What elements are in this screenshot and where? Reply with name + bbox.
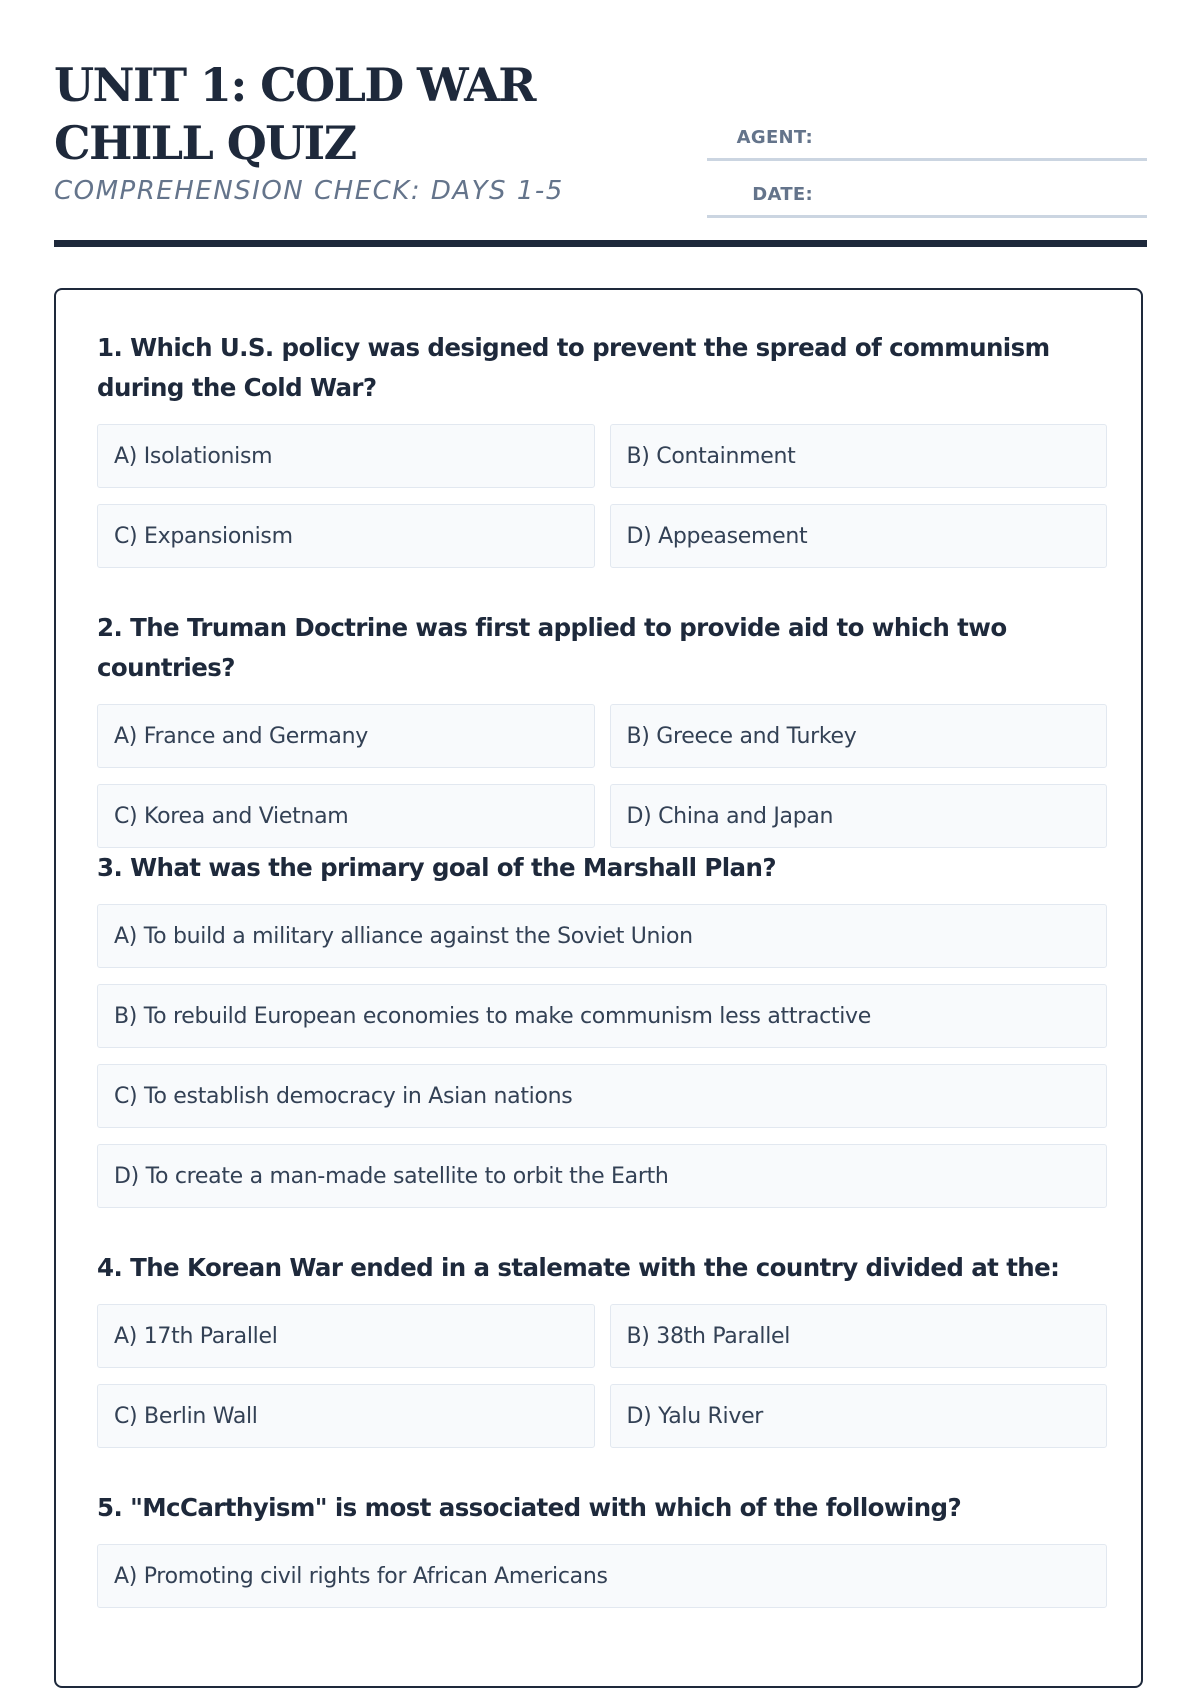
option-b[interactable]: B) Greece and Turkey <box>610 704 1108 768</box>
answer-options <box>97 424 1107 568</box>
question-text: 1. Which U.S. policy was designed to prevent the spread of communism during the Cold War? <box>97 333 1050 402</box>
option-b[interactable]: B) 38th Parallel <box>610 1304 1108 1368</box>
question-2 <box>97 608 1107 848</box>
option-b[interactable]: B) To rebuild European economies to make communism less attractive <box>97 984 1107 1048</box>
answer-options <box>97 904 1107 1208</box>
question-3 <box>97 848 1107 1208</box>
quiz-header <box>54 0 1147 240</box>
option-a[interactable]: A) Isolationism <box>97 424 595 488</box>
question-text: 5. "McCarthyism" is most associated with which of the following? <box>97 1493 962 1522</box>
option-b[interactable]: B) Containment <box>610 424 1108 488</box>
quiz-page <box>54 0 1147 1589</box>
option-c[interactable]: C) Expansionism <box>97 504 595 568</box>
question-1 <box>97 328 1107 568</box>
question-text: 2. The Truman Doctrine was first applied to provide aid to which two countries? <box>97 613 1007 682</box>
option-a[interactable]: A) Promoting civil rights for African Americans <box>97 1544 1107 1608</box>
header-divider <box>54 240 1147 247</box>
page-subtitle: COMPREHENSION CHECK: DAYS 1-5 <box>54 176 564 206</box>
option-a[interactable]: A) To build a military alliance against the Soviet Union <box>97 904 1107 968</box>
answer-options <box>97 1544 1107 1608</box>
option-d[interactable]: D) To create a man-made satellite to orbit the Earth <box>97 1144 1107 1208</box>
option-c[interactable]: C) To establish democracy in Asian nations <box>97 1064 1107 1128</box>
option-a[interactable]: A) France and Germany <box>97 704 595 768</box>
option-c[interactable]: C) Korea and Vietnam <box>97 784 595 848</box>
question-5 <box>97 1488 1107 1608</box>
question-text: 4. The Korean War ended in a stalemate with the country divided at the: <box>97 1253 1060 1282</box>
option-d[interactable]: D) Appeasement <box>610 504 1108 568</box>
agent-field[interactable] <box>707 128 1147 161</box>
question-text: 3. What was the primary goal of the Marshall Plan? <box>97 853 776 882</box>
agent-label: AGENT: <box>736 127 813 148</box>
answer-options <box>97 1304 1107 1448</box>
question-4 <box>97 1248 1107 1448</box>
page-title: UNIT 1: COLD WAR CHILL QUIZ <box>54 58 535 170</box>
option-c[interactable]: C) Berlin Wall <box>97 1384 595 1448</box>
option-d[interactable]: D) Yalu River <box>610 1384 1108 1448</box>
date-field[interactable] <box>707 185 1147 218</box>
option-d[interactable]: D) China and Japan <box>610 784 1108 848</box>
question-panel <box>54 288 1143 1688</box>
answer-options <box>97 704 1107 848</box>
option-a[interactable]: A) 17th Parallel <box>97 1304 595 1368</box>
date-label: DATE: <box>752 184 813 205</box>
